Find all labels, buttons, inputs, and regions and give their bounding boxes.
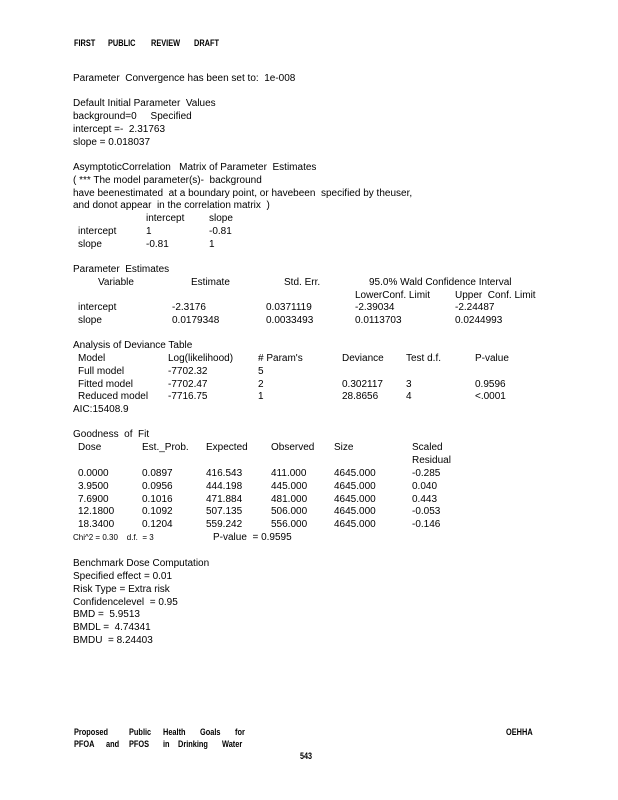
cell: 0.0000 [78, 468, 109, 479]
cell: 1 [209, 239, 215, 250]
cell: 4 [406, 391, 412, 402]
cell: 12.1800 [78, 506, 115, 517]
cell: 507.135 [206, 506, 243, 517]
footer-word: Water [222, 739, 243, 749]
header-word: REVIEW [151, 38, 181, 48]
cell: -2.3176 [172, 302, 206, 313]
column-header: Variable [98, 277, 134, 288]
chi-square-line: Chi^2 = 0.30 d.f. = 3 [73, 533, 154, 542]
section-title: Goodness of Fit [73, 429, 150, 440]
cell: 5 [258, 366, 264, 377]
cell: 28.8656 [342, 391, 379, 402]
footer-word: in [163, 739, 170, 749]
footer-word: Public [129, 727, 152, 737]
text-line: BMDL = 4.74341 [73, 622, 151, 633]
text-line: Confidencelevel = 0.95 [73, 597, 178, 608]
cell: -2.24487 [455, 302, 495, 313]
cell: 0.302117 [342, 379, 383, 390]
page-number: 543 [300, 751, 313, 761]
footer-org: OEHHA [506, 727, 533, 737]
cell: -7702.47 [168, 379, 208, 390]
column-header: Dose [78, 442, 102, 453]
footer-word: PFOA [74, 739, 95, 749]
column-header: Model [78, 353, 106, 364]
cell: 4645.000 [334, 519, 376, 530]
cell: 2 [258, 379, 264, 390]
cell: 411.000 [271, 468, 307, 479]
cell: 0.443 [412, 494, 438, 505]
row-label: Fitted model [78, 379, 134, 390]
cell: 0.9596 [475, 379, 506, 390]
cell: 506.000 [271, 506, 308, 517]
column-header: intercept [146, 213, 185, 224]
cell: 0.1204 [142, 519, 173, 530]
section-title: AsymptoticCorrelation Matrix of Parameter Estimates [73, 162, 317, 173]
note-line: and donot appear in the correlation matrix ) [73, 200, 270, 211]
cell: 4645.000 [334, 506, 376, 517]
cell: 0.0371119 [266, 302, 312, 313]
cell: 4645.000 [334, 481, 376, 492]
cell: -0.81 [209, 226, 232, 237]
cell: 0.0956 [142, 481, 173, 492]
cell: 445.000 [271, 481, 308, 492]
text-line: BMD = 5.9513 [73, 609, 140, 620]
column-header: Log(likelihood) [168, 353, 234, 364]
cell: 0.0179348 [172, 315, 220, 326]
cell: -2.39034 [355, 302, 395, 313]
cell: 559.242 [206, 519, 243, 530]
cell: 444.198 [206, 481, 243, 492]
footer-word: Goals [200, 727, 221, 737]
p-value-line: P-value = 0.9595 [213, 532, 292, 543]
column-header: Est._Prob. [142, 442, 189, 453]
cell: <.0001 [475, 391, 506, 402]
row-label: slope [78, 239, 102, 250]
column-header: Test d.f. [406, 353, 442, 364]
cell: -0.053 [412, 506, 441, 517]
text-line: slope = 0.018037 [73, 137, 151, 148]
convergence-line: Parameter Convergence has been set to: 1e-008 [73, 73, 296, 84]
column-header: Size [334, 442, 354, 453]
note-line: have beenestimated at a boundary point, or havebeen specified by theuser, [73, 188, 413, 199]
cell: -0.285 [412, 468, 441, 479]
footer-word: for [235, 727, 245, 737]
cell: -7702.32 [168, 366, 208, 377]
text-line: Risk Type = Extra risk [73, 584, 170, 595]
cell: -7716.75 [168, 391, 208, 402]
cell: 416.543 [206, 468, 243, 479]
column-header: Residual [412, 455, 451, 466]
column-header: Expected [206, 442, 248, 453]
section-title: Analysis of Deviance Table [73, 340, 193, 351]
row-label: Reduced model [78, 391, 149, 402]
cell: 3 [406, 379, 412, 390]
cell: 0.0113703 [355, 315, 402, 326]
column-header: slope [209, 213, 233, 224]
aic-value: AIC:15408.9 [73, 404, 129, 415]
cell: -0.81 [146, 239, 169, 250]
row-label: intercept [78, 226, 117, 237]
cell: 3.9500 [78, 481, 109, 492]
text-line: BMDU = 8.24403 [73, 635, 153, 646]
text-line: intercept =- 2.31763 [73, 124, 166, 135]
text-line: Specified effect = 0.01 [73, 571, 173, 582]
cell: 0.1092 [142, 506, 173, 517]
footer-word: and [106, 739, 120, 749]
column-header: Std. Err. [284, 277, 321, 288]
cell: 471.884 [206, 494, 243, 505]
header-word: DRAFT [194, 38, 220, 48]
cell: 1 [146, 226, 152, 237]
note-line: ( *** The model parameter(s)- background [73, 175, 262, 186]
cell: 0.0033493 [266, 315, 314, 326]
cell: 0.0244993 [455, 315, 503, 326]
cell: 0.1016 [142, 494, 173, 505]
cell: 1 [258, 391, 264, 402]
column-header: # Param's [258, 353, 303, 364]
cell: 7.6900 [78, 494, 109, 505]
cell: 4645.000 [334, 494, 376, 505]
cell: 556.000 [271, 519, 308, 530]
header-word: PUBLIC [108, 38, 136, 48]
column-header: Observed [271, 442, 315, 453]
cell: 481.000 [271, 494, 308, 505]
cell: -0.146 [412, 519, 441, 530]
footer-word: Proposed [74, 727, 109, 737]
header-word: FIRST [74, 38, 96, 48]
column-header: Estimate [191, 277, 230, 288]
row-label: intercept [78, 302, 117, 313]
cell: 18.3400 [78, 519, 115, 530]
row-label: slope [78, 315, 102, 326]
cell: 0.0897 [142, 468, 173, 479]
cell: 4645.000 [334, 468, 376, 479]
column-header: Upper Conf. Limit [455, 290, 536, 301]
column-header: 95.0% Wald Confidence Interval [369, 277, 512, 288]
column-header: P-value [475, 353, 509, 364]
footer-word: Health [163, 727, 186, 737]
section-title: Default Initial Parameter Values [73, 98, 216, 109]
footer-word: PFOS [129, 739, 150, 749]
section-title: Benchmark Dose Computation [73, 558, 210, 569]
column-header: LowerConf. Limit [355, 290, 431, 301]
cell: 0.040 [412, 481, 438, 492]
row-label: Full model [78, 366, 125, 377]
section-title: Parameter Estimates [73, 264, 170, 275]
footer-word: Drinking [178, 739, 208, 749]
column-header: Scaled [412, 442, 443, 453]
text-line: background=0 Specified [73, 111, 192, 122]
column-header: Deviance [342, 353, 384, 364]
